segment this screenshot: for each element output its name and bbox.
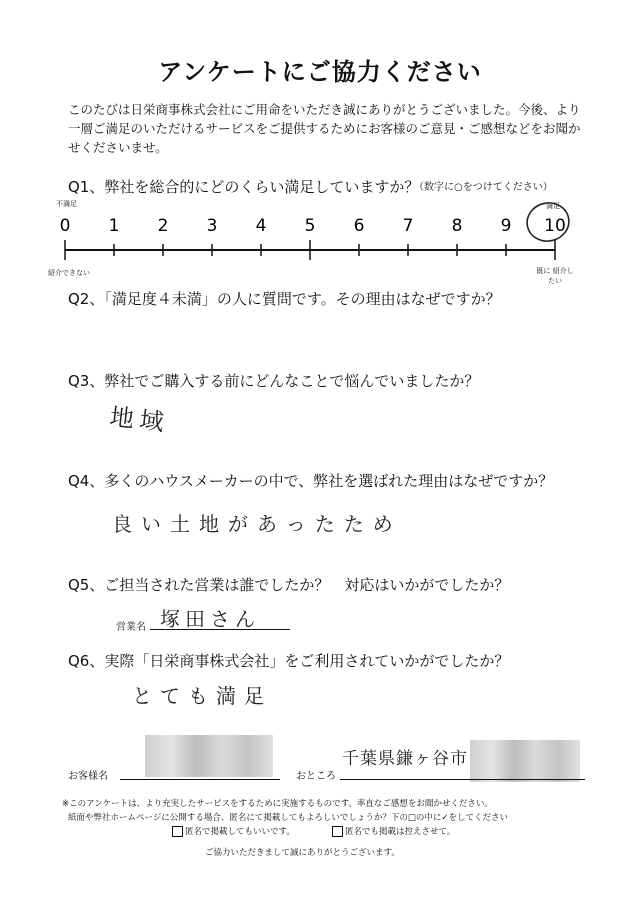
- scale-low-top-label: 不満足: [56, 200, 77, 208]
- option-decline-label: 匿名でも掲載は控えさせて。: [345, 827, 456, 837]
- intro-text: このたびは日栄商事株式会社にご用命をいただき誠にありがとうございました。今後、より一層ご満足のいただけるサービスをご提供するためにお客様のご意見・ご感想などをお聞かせくださいませ。: [68, 102, 581, 155]
- scale-number[interactable]: 4: [255, 216, 267, 236]
- answer-4: 良い土地があったため: [112, 512, 402, 536]
- option-decline-checkbox[interactable]: [332, 826, 343, 837]
- scale-number[interactable]: 5: [304, 216, 316, 236]
- option-decline: [332, 825, 455, 837]
- scale-number[interactable]: 0: [59, 216, 71, 236]
- scale-number[interactable]: 9: [500, 216, 512, 236]
- question-5: Q5、ご担当された営業は誰でしたか？ 対応はいかがでしたか？: [68, 576, 510, 594]
- scale-number[interactable]: 3: [206, 216, 218, 236]
- footer-note-2: 紙面や弊社ホームページに公開する場合、匿名にて掲載してもよろしいでしょうか？下の□の中に✓をしてください: [68, 813, 508, 823]
- scale-number[interactable]: 7: [402, 216, 414, 236]
- question-6: Q6、実際「日栄商事株式会社」をご利用されていかがでしたか？: [68, 652, 510, 670]
- question-4: Q4、多くのハウスメーカーの中で、弊社を選ばれた理由はなぜですか？: [68, 472, 554, 490]
- option-anonymous-ok: [172, 825, 295, 837]
- address-underline: [340, 779, 585, 780]
- customer-name-underline: [120, 779, 280, 780]
- address-label: おところ: [296, 771, 336, 782]
- question-1-note: （数字に○をつけてください）: [414, 182, 553, 193]
- question-2: Q2、「満足度４未満」の人に質問です。その理由はなぜですか？: [68, 290, 501, 308]
- question-3: Q3、弊社でご購入する前にどんなことで悩んでいましたか？: [68, 372, 480, 390]
- footer-note-1: ※このアンケートは、より充実したサービスをするために実施するものです。率直なご感想をお聞かせください。: [62, 799, 493, 809]
- scale-high-bottom-label: 既に 紹介したい: [536, 267, 574, 285]
- scale-number[interactable]: 2: [157, 216, 169, 236]
- answer-6: とても満足: [132, 684, 272, 708]
- page-title: アンケートにご協力ください: [158, 58, 482, 86]
- thanks-text: ご協力いただきまして誠にありがとうございます。: [205, 848, 400, 858]
- satisfaction-scale: [40, 200, 620, 280]
- answer-3: 地域: [108, 402, 172, 438]
- customer-name-label: お客様名: [68, 771, 108, 782]
- option-anonymous-ok-checkbox[interactable]: [172, 826, 183, 837]
- sales-name-label: 営業名: [116, 622, 146, 633]
- customer-name-redaction: [145, 735, 273, 777]
- question-1: Q1、弊社を総合的にどのくらい満足していますか？: [68, 178, 420, 196]
- option-anonymous-ok-label: 匿名で掲載してもいいです。: [185, 827, 295, 837]
- scale-low-bottom-label: 紹介できない: [48, 269, 90, 277]
- address-value: 千葉県鎌ヶ谷市: [342, 749, 468, 769]
- scale-number[interactable]: 8: [451, 216, 463, 236]
- scale-number[interactable]: 10: [544, 216, 566, 236]
- address-redaction: [470, 740, 580, 782]
- answer-5: 塚田さん: [160, 607, 260, 631]
- scale-number[interactable]: 6: [353, 216, 365, 236]
- scale-number[interactable]: 1: [108, 216, 120, 236]
- scale-high-top-label: 満足: [546, 202, 560, 210]
